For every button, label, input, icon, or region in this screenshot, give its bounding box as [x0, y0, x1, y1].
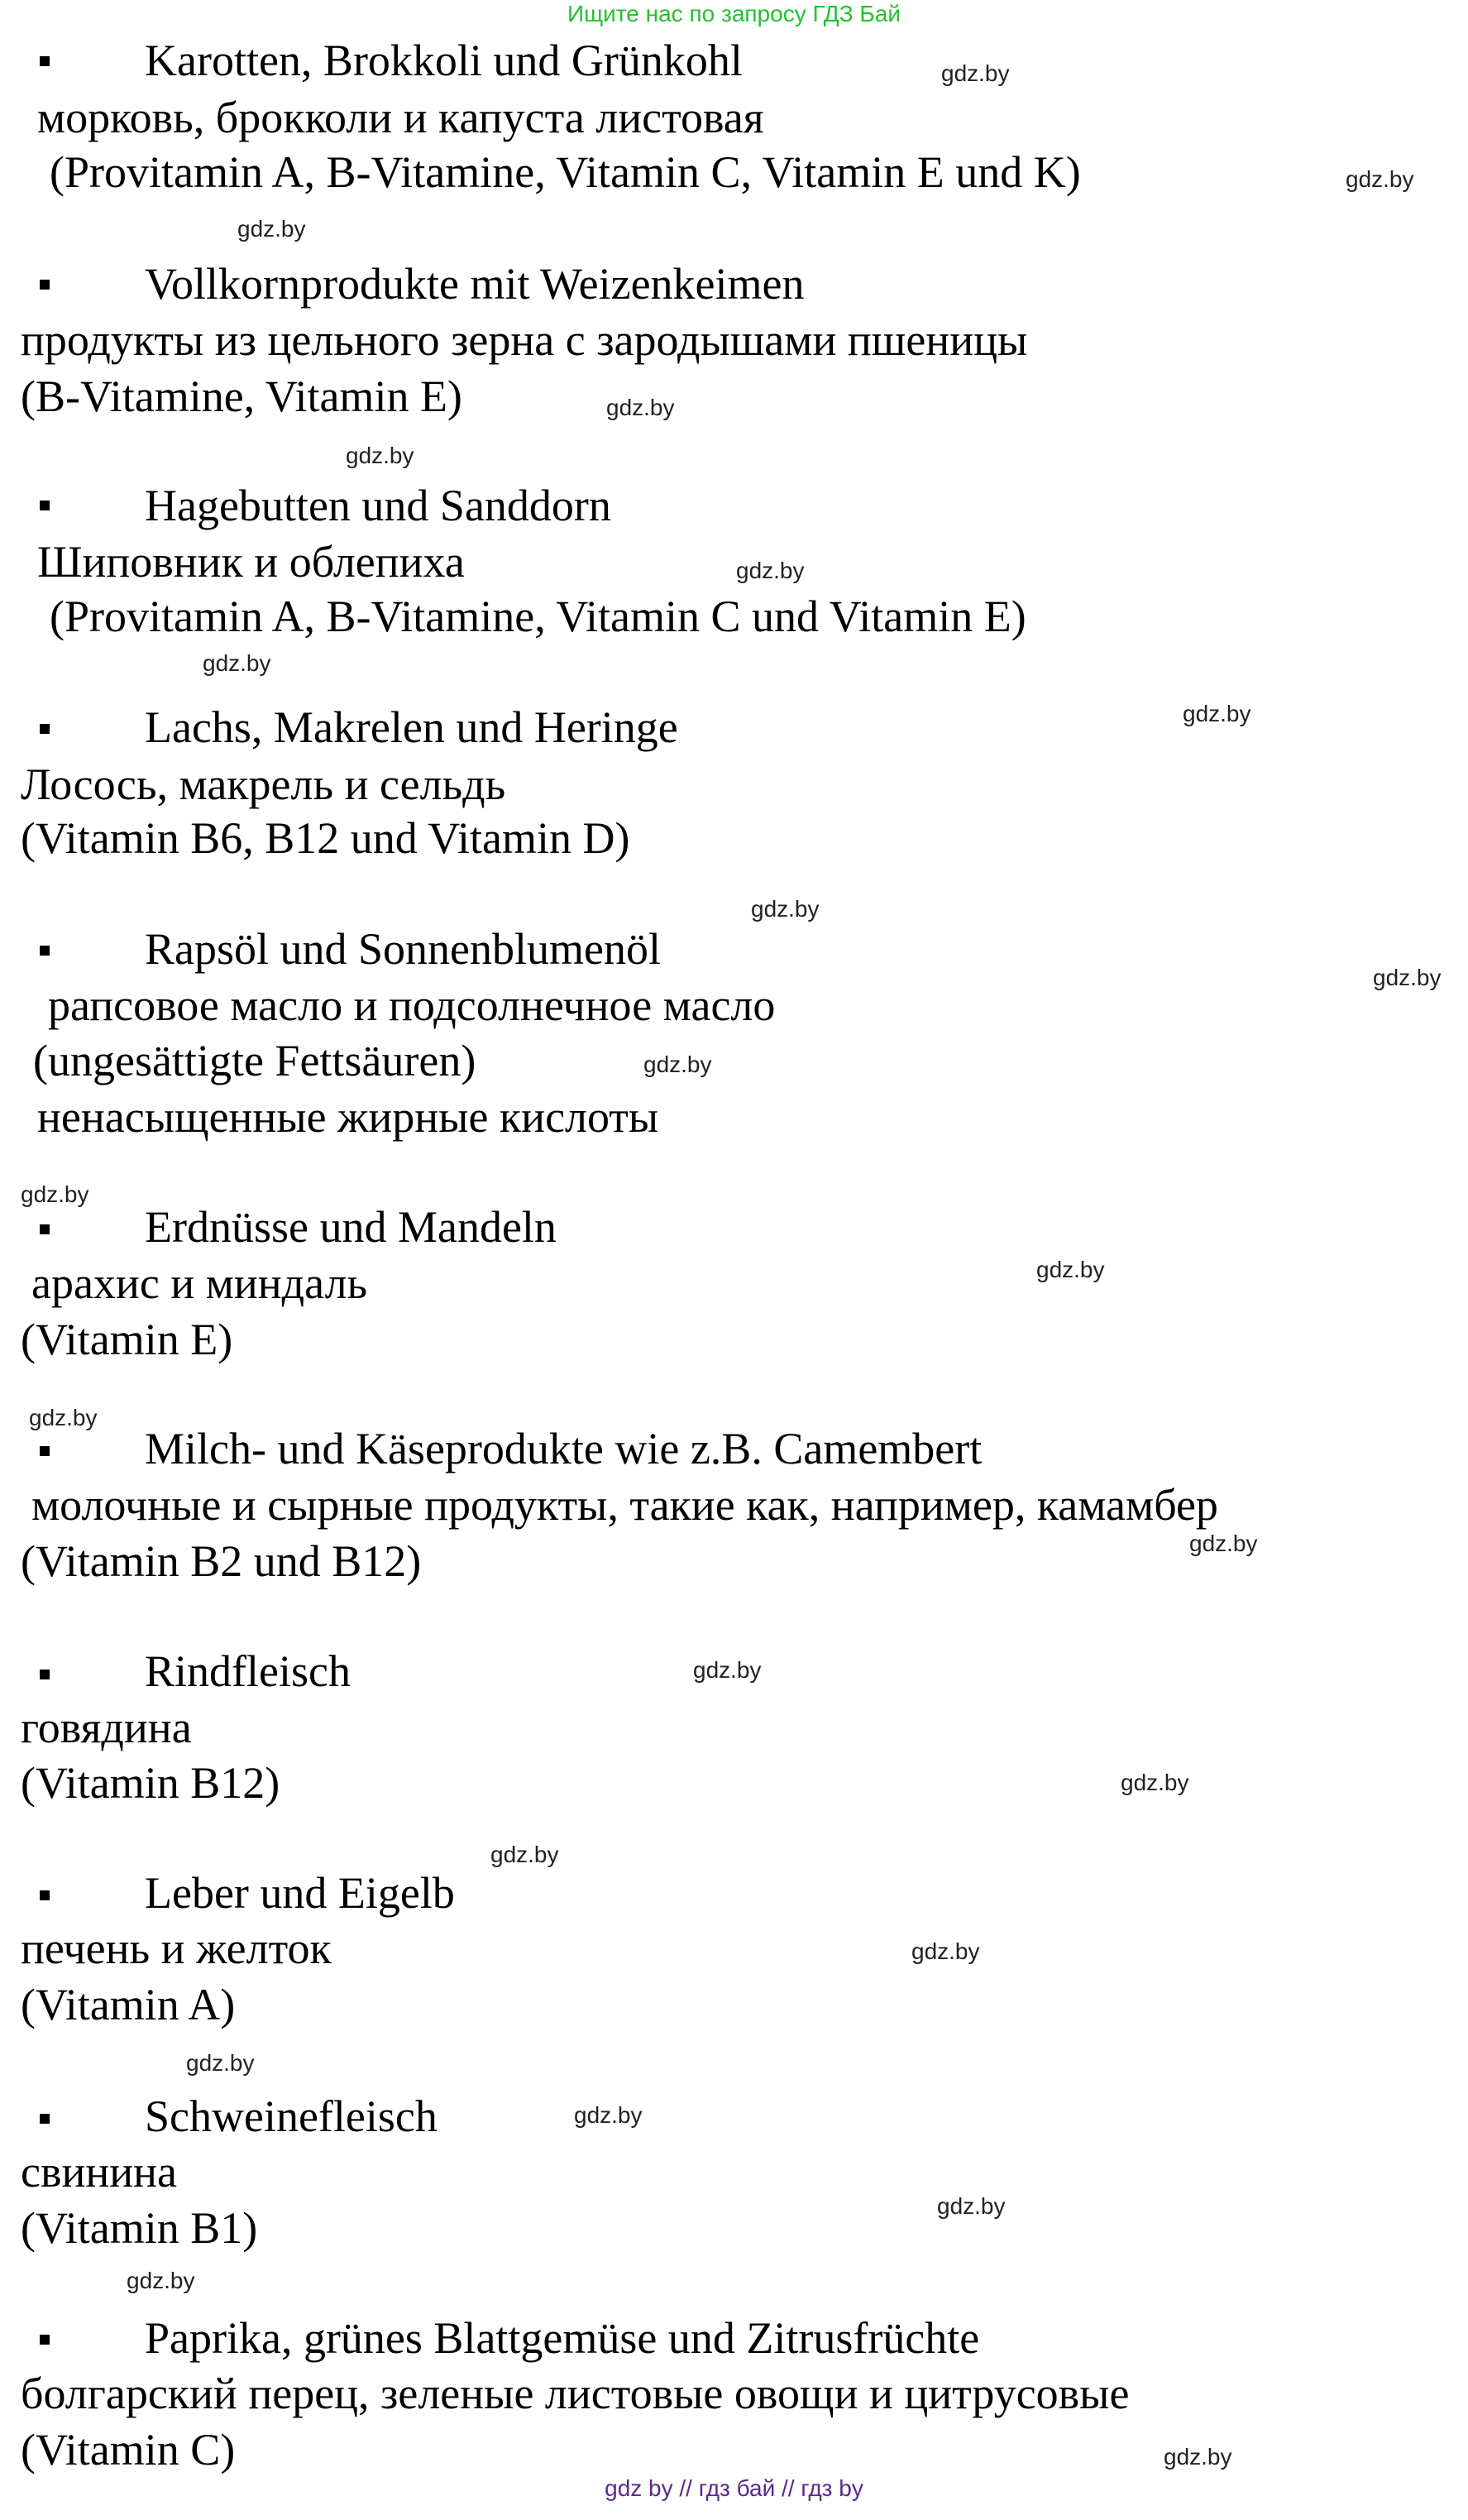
item-russian: печень и желток: [21, 1924, 332, 1973]
watermark: gdz.by: [736, 558, 805, 583]
item-german: Paprika, grünes Blattgemüse und Zitrusfrüchte: [145, 2313, 980, 2363]
item-russian: свинина: [21, 2147, 178, 2197]
item-german: Schweinefleisch: [145, 2091, 438, 2141]
item-german: Erdnüsse und Mandeln: [145, 1202, 557, 1252]
watermark: gdz.by: [186, 2050, 255, 2076]
watermark: gdz.by: [574, 2102, 643, 2128]
watermark: gdz.by: [29, 1405, 98, 1430]
watermark: gdz.by: [1373, 965, 1442, 990]
item-german: Vollkornprodukte mit Weizenkeimen: [145, 259, 805, 309]
item-russian: молочные и сырные продукты, такие как, например, камамбер: [31, 1480, 1218, 1530]
item-vitamins: (Vitamin E): [21, 1315, 233, 1364]
item-vitamins: (Vitamin B2 und B12): [21, 1536, 422, 1586]
footer-links[interactable]: gdz by // гдз бай // гдз by: [605, 2475, 863, 2501]
watermark: gdz.by: [1183, 701, 1251, 726]
watermark: gdz.by: [1121, 1770, 1189, 1795]
item-vitamins: (Provitamin A, B-Vitamine, Vitamin C und Vitamin E): [50, 592, 1026, 641]
watermark: gdz.by: [490, 1842, 559, 1867]
item-german: Rindfleisch: [145, 1646, 351, 1696]
bullet-icon: [40, 1890, 50, 1900]
watermark: gdz.by: [1189, 1531, 1258, 1556]
item-german: Karotten, Brokkoli und Grünkohl: [145, 36, 743, 85]
bullet-icon: [40, 1446, 50, 1456]
bullet-icon: [40, 501, 50, 510]
watermark: gdz.by: [203, 650, 271, 676]
watermark: gdz.by: [911, 1938, 980, 1964]
item-german: Milch- und Käseprodukte wie z.B. Camembert: [145, 1424, 983, 1473]
watermark: gdz.by: [751, 896, 820, 922]
item-german: Leber und Eigelb: [145, 1868, 455, 1918]
watermark: gdz.by: [21, 1181, 89, 1207]
item-russian: Лосось, макрель и сельдь: [21, 759, 506, 809]
item-german: Lachs, Makrelen und Heringe: [145, 702, 678, 752]
search-hint-banner: Ищите нас по запросу ГДЗ Бай: [567, 1, 901, 26]
watermark: gdz.by: [937, 2193, 1006, 2219]
watermark: gdz.by: [693, 1657, 762, 1683]
watermark: gdz.by: [606, 395, 675, 420]
item-vitamins: (Vitamin B1): [21, 2203, 258, 2253]
item-russian: болгарский перец, зеленые листовые овощи и цитрусовые: [21, 2369, 1130, 2418]
bullet-icon: [40, 724, 50, 734]
watermark: gdz.by: [643, 1052, 712, 1077]
item-russian: морковь, брокколи и капуста листовая: [37, 93, 764, 142]
bullet-icon: [40, 2335, 50, 2345]
bullet-icon: [40, 280, 50, 290]
bullet-icon: [40, 946, 50, 956]
item-russian: рапсовое масло и подсолнечное масло: [48, 980, 776, 1030]
watermark: gdz.by: [237, 216, 306, 242]
watermark: gdz.by: [941, 60, 1010, 86]
item-russian: Шиповник и облепиха: [37, 537, 465, 587]
watermark: gdz.by: [1036, 1257, 1105, 1282]
item-vitamins: (Vitamin C): [21, 2425, 236, 2474]
item-vitamins: (Vitamin B12): [21, 1758, 280, 1808]
item-vitamins: (Vitamin A): [21, 1980, 236, 2029]
item-vitamins: (B-Vitamine, Vitamin E): [21, 371, 462, 421]
item-vitamins: (Provitamin A, B-Vitamine, Vitamin C, Vitamin E und K): [50, 147, 1081, 197]
bullet-icon: [40, 1670, 50, 1679]
bullet-icon: [40, 56, 50, 66]
item-russian: арахис и миндаль: [31, 1258, 368, 1308]
item-russian: продукты из цельного зерна с зародышами пшеницы: [21, 315, 1028, 365]
item-german: Rapsöl und Sonnenblumenöl: [145, 924, 661, 974]
watermark: gdz.by: [346, 443, 414, 468]
item-german: Hagebutten und Sanddorn: [145, 481, 611, 530]
item-extra: ненасыщенные жирные кислоты: [37, 1092, 659, 1142]
bullet-icon: [40, 1224, 50, 1234]
watermark: gdz.by: [1346, 166, 1414, 192]
item-vitamins: (ungesättigte Fettsäuren): [33, 1036, 476, 1085]
watermark: gdz.by: [127, 2268, 195, 2293]
item-russian: говядина: [21, 1703, 192, 1752]
item-vitamins: (Vitamin B6, B12 und Vitamin D): [21, 813, 630, 863]
watermark: gdz.by: [1164, 2444, 1232, 2470]
bullet-icon: [40, 2114, 50, 2124]
